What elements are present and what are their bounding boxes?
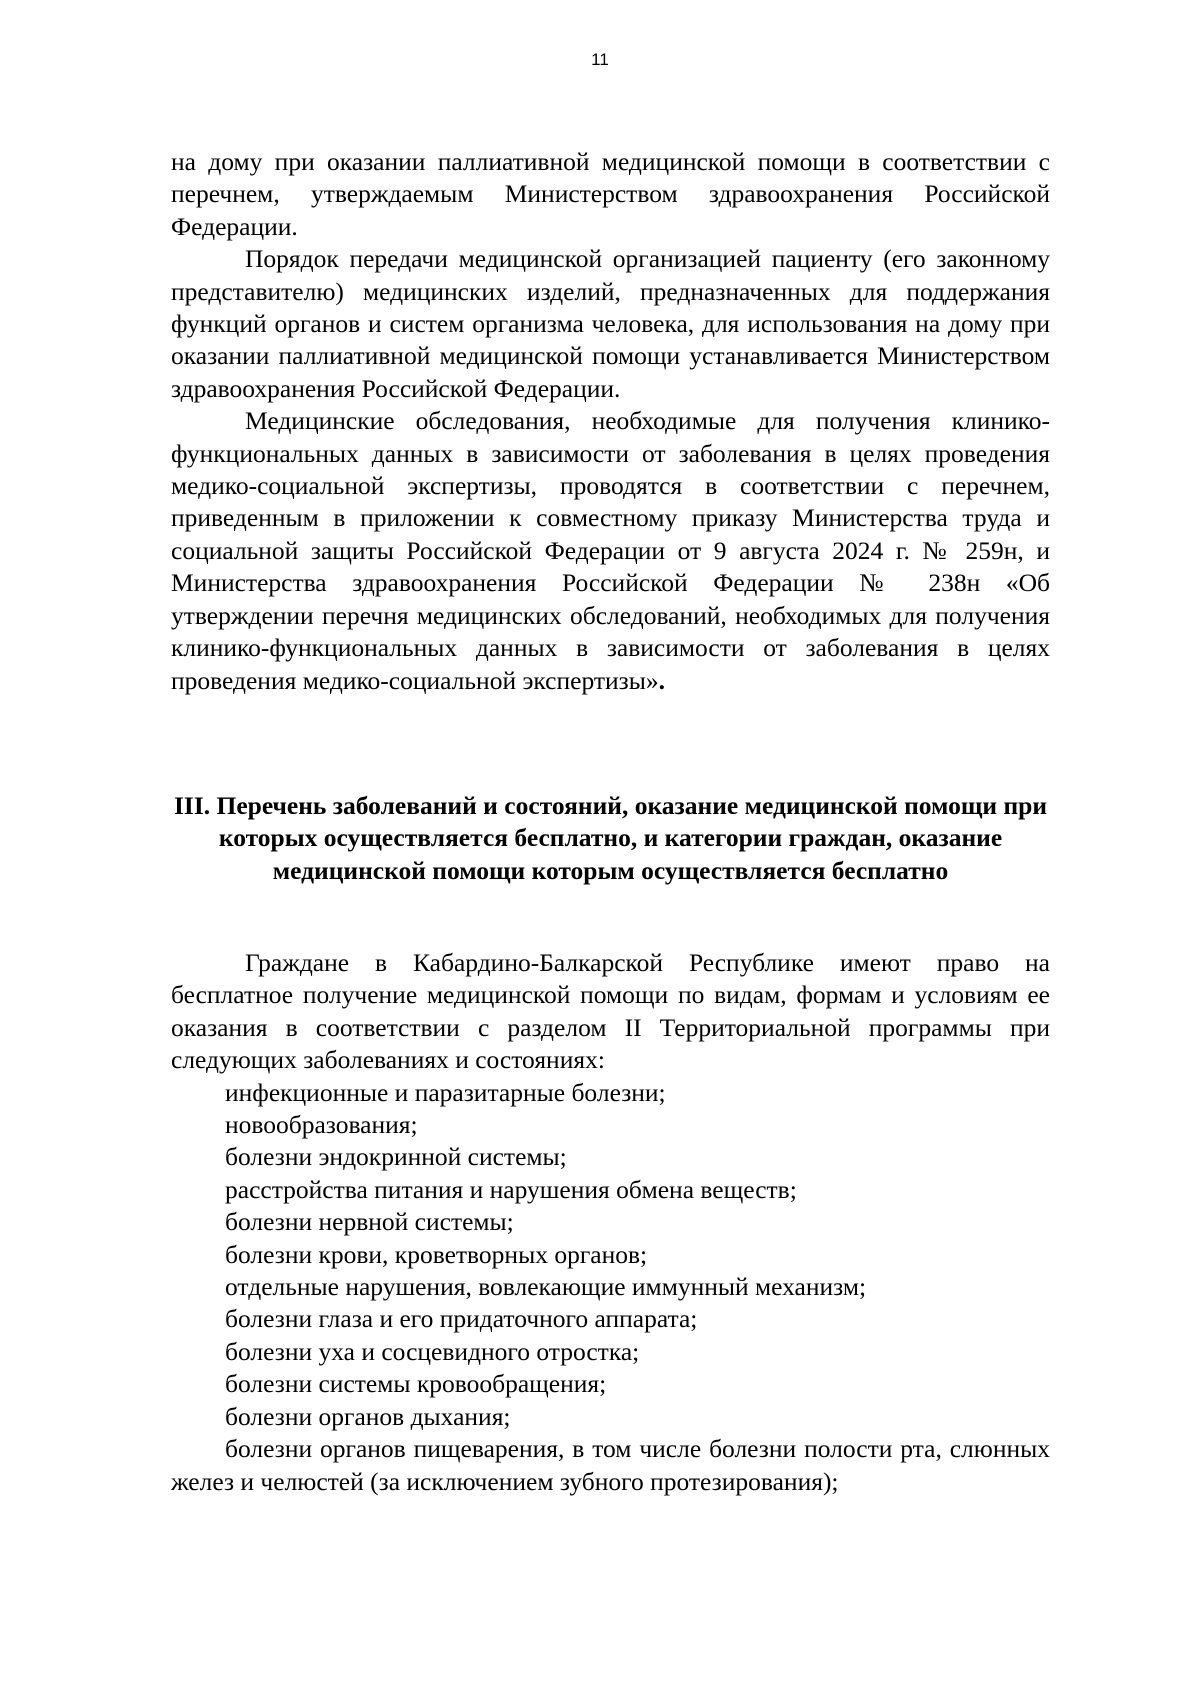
list-item: болезни системы кровообращения; xyxy=(225,1369,607,1399)
top-text-block xyxy=(171,146,1050,697)
list-item: болезни крови, кроветворных органов; xyxy=(225,1239,648,1269)
list-item: болезни уха и сосцевидного отростка; xyxy=(225,1336,640,1366)
section-heading: III. Перечень заболеваний и состояний, оказание медицинской помощи при которых осуществляется бесплатно, и категории граждан, оказание медицинской помощи которым осуществляется бесплатно xyxy=(173,791,1048,885)
list-item: болезни эндокринной системы; xyxy=(225,1142,567,1172)
paragraph-medical-examinations-text: Медицинские обследования, необходимые для получения клинико-функциональных данных в зависимости от заболевания в целях проведения медико-социальной экспертизы, проводятся в соответствии с перечнем, приведенным в приложении к совместному приказу Министерства труда и социальной защиты Российской Федерации от 9 августа 2024 г. № 259н, и Министерства здравоохранения Российской Федерации № 238н «Об утверждении перечня медицинских обследований, необходимых для получения клинико-функциональных данных в зависимости от заболевания в целях проведения медико-социальной экспертизы» xyxy=(171,406,1050,695)
section-intro: Граждане в Кабардино-Балкарской Республике имеют право на бесплатное получение медицинской помощи по видам, формам и условиям ее оказания в соответствии с разделом II Территориальной программы при следующих заболеваниях и состояниях: xyxy=(171,948,1050,1075)
paragraph-medical-examinations xyxy=(171,405,1050,697)
list-item: болезни нервной системы; xyxy=(225,1207,514,1237)
paragraph-continuation: на дому при оказании паллиативной медицинской помощи в соответствии с перечнем, утверждаемым Министерством здравоохранения Российской Федерации. xyxy=(171,147,1050,241)
paragraph-device-transfer: Порядок передачи медицинской организацией пациенту (его законному представителю) медицинских изделий, предназначенных для поддержания функций органов и систем организма человека, для использования на дому при оказании паллиативной медицинской помощи устанавливается Министерством здравоохранения Российской Федерации. xyxy=(171,244,1050,403)
paragraph-end-mark: . xyxy=(658,665,665,695)
list-item: болезни органов пищеварения, в том числе болезни полости рта, слюнных желез и челюстей (за исключением зубного протезирования); xyxy=(171,1434,1050,1496)
list-item: отдельные нарушения, вовлекающие иммунный механизм; xyxy=(225,1272,867,1302)
list-item: новообразования; xyxy=(225,1110,418,1140)
list-item: болезни глаза и его придаточного аппарата; xyxy=(225,1304,698,1334)
list-item: расстройства питания и нарушения обмена веществ; xyxy=(225,1174,797,1204)
page-number: 11 xyxy=(591,50,609,69)
list-item: болезни органов дыхания; xyxy=(225,1401,511,1431)
section-body xyxy=(171,947,1050,1498)
list-item: инфекционные и паразитарные болезни; xyxy=(225,1077,666,1107)
